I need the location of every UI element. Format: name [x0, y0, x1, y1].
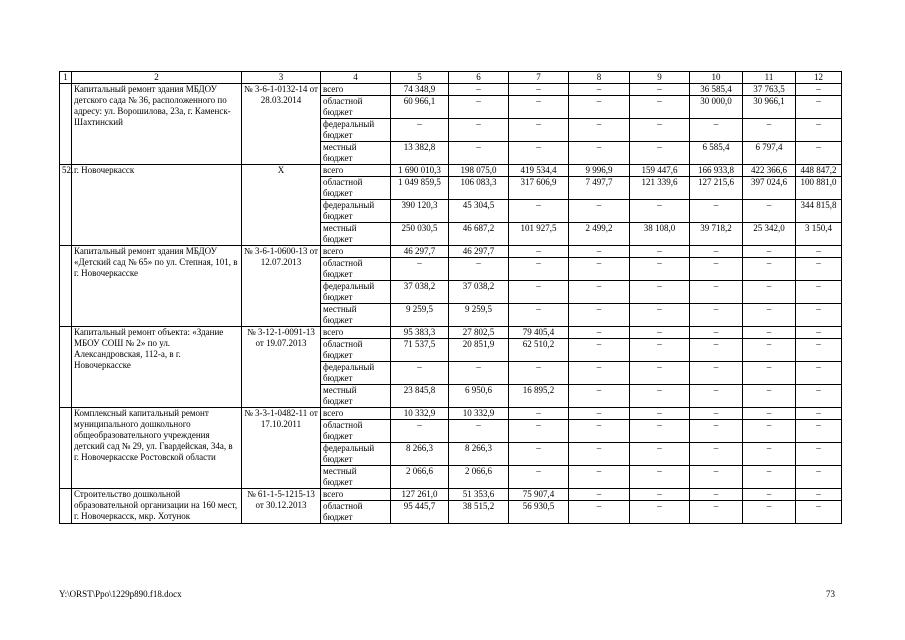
- amount-cell: –: [630, 443, 690, 466]
- amount-cell: 9 996,9: [569, 165, 630, 177]
- amount-cell: –: [630, 304, 690, 327]
- amount-cell: –: [569, 96, 630, 119]
- amount-cell: –: [509, 200, 569, 223]
- amount-cell: –: [630, 258, 690, 281]
- amount-cell: 3 150,4: [796, 223, 842, 246]
- amount-cell: 250 030,5: [391, 223, 449, 246]
- amount-cell: 6 950,6: [449, 385, 509, 408]
- amount-cell: –: [569, 339, 630, 362]
- column-number-header: 8: [569, 72, 630, 84]
- amount-cell: –: [391, 420, 449, 443]
- amount-cell: 30 000,0: [690, 96, 743, 119]
- amount-cell: 38 108,0: [630, 223, 690, 246]
- amount-cell: –: [391, 119, 449, 142]
- amount-cell: –: [509, 362, 569, 385]
- funding-source-cell: областной бюджет: [321, 339, 391, 362]
- amount-cell: –: [690, 385, 743, 408]
- amount-cell: 127 261,0: [391, 489, 449, 501]
- amount-cell: –: [569, 246, 630, 258]
- amount-cell: –: [796, 246, 842, 258]
- amount-cell: –: [449, 84, 509, 96]
- amount-cell: –: [796, 281, 842, 304]
- amount-cell: –: [743, 362, 796, 385]
- amount-cell: –: [449, 362, 509, 385]
- amount-cell: –: [630, 466, 690, 489]
- amount-cell: 38 515,2: [449, 501, 509, 524]
- funding-source-cell: всего: [321, 165, 391, 177]
- amount-cell: 8 266,3: [449, 443, 509, 466]
- amount-cell: 46 297,7: [449, 246, 509, 258]
- amount-cell: –: [796, 96, 842, 119]
- amount-cell: 20 851,9: [449, 339, 509, 362]
- table-row: [60, 165, 842, 177]
- amount-cell: –: [796, 119, 842, 142]
- document-number-cell: № 3-3-1-0482-11 от 17.10.2011: [242, 408, 321, 489]
- amount-cell: 127 215,6: [690, 177, 743, 200]
- amount-cell: –: [796, 258, 842, 281]
- row-number-cell: [60, 84, 72, 165]
- amount-cell: 2 066,6: [449, 466, 509, 489]
- amount-cell: –: [509, 420, 569, 443]
- amount-cell: –: [569, 420, 630, 443]
- funding-source-cell: местный бюджет: [321, 142, 391, 165]
- amount-cell: –: [509, 281, 569, 304]
- column-number-header: 3: [242, 72, 321, 84]
- object-name-cell: Комплексный капитальный ремонт муниципального дошкольного общеобразовательного учреждения детский сад № 29, ул. Гвардейская, 34а, в г. Новочеркасске Ростовской области: [72, 408, 242, 489]
- amount-cell: 9 259,5: [449, 304, 509, 327]
- amount-cell: 74 348,9: [391, 84, 449, 96]
- amount-cell: –: [630, 339, 690, 362]
- amount-cell: 13 382,8: [391, 142, 449, 165]
- amount-cell: –: [630, 84, 690, 96]
- amount-cell: –: [796, 385, 842, 408]
- amount-cell: 10 332,9: [391, 408, 449, 420]
- amount-cell: –: [743, 327, 796, 339]
- amount-cell: –: [796, 408, 842, 420]
- object-name-cell: Капитальный ремонт здания МБДОУ детского сада № 36, расположенного по адресу: ул. Ворошилова, 23а, г. Каменск-Шахтинский: [72, 84, 242, 165]
- funding-source-cell: всего: [321, 408, 391, 420]
- table-row: [60, 327, 842, 339]
- amount-cell: –: [743, 339, 796, 362]
- column-number-header: 2: [72, 72, 242, 84]
- amount-cell: –: [509, 96, 569, 119]
- funding-source-cell: федеральный бюджет: [321, 281, 391, 304]
- amount-cell: 106 083,3: [449, 177, 509, 200]
- amount-cell: 2 066,6: [391, 466, 449, 489]
- amount-cell: 397 024,6: [743, 177, 796, 200]
- amount-cell: –: [509, 84, 569, 96]
- amount-cell: –: [796, 304, 842, 327]
- amount-cell: –: [509, 119, 569, 142]
- funding-source-cell: местный бюджет: [321, 466, 391, 489]
- document-number-cell: X: [242, 165, 321, 246]
- amount-cell: 25 342,0: [743, 223, 796, 246]
- amount-cell: 6 585,4: [690, 142, 743, 165]
- amount-cell: –: [743, 408, 796, 420]
- amount-cell: –: [743, 385, 796, 408]
- amount-cell: –: [449, 420, 509, 443]
- amount-cell: –: [796, 443, 842, 466]
- amount-cell: –: [630, 327, 690, 339]
- document-number-cell: № 3-12-1-0091-13 от 19.07.2013: [242, 327, 321, 408]
- table-row: [60, 84, 842, 96]
- amount-cell: 9 259,5: [391, 304, 449, 327]
- amount-cell: 46 687,2: [449, 223, 509, 246]
- amount-cell: –: [690, 408, 743, 420]
- amount-cell: –: [509, 466, 569, 489]
- object-name-cell: Строительство дошкольной образовательной организации на 160 мест, г. Новочеркасск, мкр. Хотунок: [72, 489, 242, 524]
- amount-cell: 46 297,7: [391, 246, 449, 258]
- amount-cell: –: [690, 420, 743, 443]
- amount-cell: –: [796, 142, 842, 165]
- amount-cell: 100 881,0: [796, 177, 842, 200]
- amount-cell: –: [690, 281, 743, 304]
- amount-cell: 95 445,7: [391, 501, 449, 524]
- amount-cell: 45 304,5: [449, 200, 509, 223]
- amount-cell: –: [630, 281, 690, 304]
- row-number-cell: [60, 408, 72, 489]
- table-row: [60, 489, 842, 501]
- amount-cell: 6 797,4: [743, 142, 796, 165]
- amount-cell: –: [569, 501, 630, 524]
- funding-source-cell: областной бюджет: [321, 258, 391, 281]
- amount-cell: –: [690, 258, 743, 281]
- column-number-header: 12: [796, 72, 842, 84]
- amount-cell: –: [796, 501, 842, 524]
- amount-cell: –: [509, 304, 569, 327]
- document-number-cell: № 3-6-1-0132-14 от 28.03.2014: [242, 84, 321, 165]
- amount-cell: –: [449, 142, 509, 165]
- amount-cell: 198 075,0: [449, 165, 509, 177]
- row-number-cell: [60, 246, 72, 327]
- column-number-header: 9: [630, 72, 690, 84]
- funding-source-cell: местный бюджет: [321, 385, 391, 408]
- amount-cell: 390 120,3: [391, 200, 449, 223]
- amount-cell: –: [690, 327, 743, 339]
- document-number-cell: № 61-1-5-1215-13 от 30.12.2013: [242, 489, 321, 524]
- amount-cell: –: [743, 501, 796, 524]
- object-name-cell: Капитальный ремонт объекта: «Здание МБОУ СОШ № 2» по ул. Александровская, 112-а, в г. Новочеркасске: [72, 327, 242, 408]
- amount-cell: –: [569, 362, 630, 385]
- amount-cell: 30 966,1: [743, 96, 796, 119]
- amount-cell: –: [569, 258, 630, 281]
- amount-cell: 16 895,2: [509, 385, 569, 408]
- funding-source-cell: областной бюджет: [321, 177, 391, 200]
- amount-cell: 23 845,8: [391, 385, 449, 408]
- funding-source-cell: всего: [321, 246, 391, 258]
- amount-cell: 37 038,2: [449, 281, 509, 304]
- funding-source-cell: федеральный бюджет: [321, 200, 391, 223]
- amount-cell: –: [690, 489, 743, 501]
- amount-cell: –: [449, 258, 509, 281]
- object-name-cell: г. Новочеркасск: [72, 165, 242, 246]
- amount-cell: –: [743, 200, 796, 223]
- amount-cell: 159 447,6: [630, 165, 690, 177]
- amount-cell: –: [630, 246, 690, 258]
- amount-cell: –: [690, 304, 743, 327]
- amount-cell: –: [391, 362, 449, 385]
- funding-source-cell: всего: [321, 84, 391, 96]
- amount-cell: –: [569, 142, 630, 165]
- amount-cell: –: [509, 258, 569, 281]
- amount-cell: –: [743, 281, 796, 304]
- table-row: [60, 246, 842, 258]
- amount-cell: 419 534,4: [509, 165, 569, 177]
- amount-cell: –: [569, 466, 630, 489]
- column-number-header: 6: [449, 72, 509, 84]
- object-name-cell: Капитальный ремонт здания МБДОУ «Детский сад № 65» по ул. Степная, 101, в г. Новочеркасске: [72, 246, 242, 327]
- amount-cell: –: [690, 362, 743, 385]
- amount-cell: –: [690, 443, 743, 466]
- amount-cell: 79 405,4: [509, 327, 569, 339]
- amount-cell: –: [509, 443, 569, 466]
- amount-cell: 36 585,4: [690, 84, 743, 96]
- row-number-cell: 52.: [60, 165, 72, 246]
- row-number-cell: [60, 489, 72, 524]
- amount-cell: –: [569, 443, 630, 466]
- amount-cell: –: [630, 119, 690, 142]
- funding-source-cell: областной бюджет: [321, 96, 391, 119]
- amount-cell: –: [569, 408, 630, 420]
- amount-cell: 62 510,2: [509, 339, 569, 362]
- amount-cell: –: [569, 281, 630, 304]
- amount-cell: 7 497,7: [569, 177, 630, 200]
- amount-cell: –: [796, 362, 842, 385]
- amount-cell: –: [743, 304, 796, 327]
- amount-cell: –: [509, 142, 569, 165]
- amount-cell: –: [690, 119, 743, 142]
- amount-cell: –: [796, 466, 842, 489]
- amount-cell: 51 353,6: [449, 489, 509, 501]
- funding-source-cell: местный бюджет: [321, 223, 391, 246]
- amount-cell: 75 907,4: [509, 489, 569, 501]
- amount-cell: –: [743, 420, 796, 443]
- amount-cell: 95 383,3: [391, 327, 449, 339]
- amount-cell: –: [796, 84, 842, 96]
- column-number-header: 1: [60, 72, 72, 84]
- funding-source-cell: федеральный бюджет: [321, 119, 391, 142]
- amount-cell: –: [690, 466, 743, 489]
- amount-cell: –: [690, 246, 743, 258]
- amount-cell: –: [690, 339, 743, 362]
- funding-source-cell: всего: [321, 327, 391, 339]
- amount-cell: –: [569, 385, 630, 408]
- amount-cell: –: [569, 200, 630, 223]
- amount-cell: –: [743, 119, 796, 142]
- amount-cell: –: [796, 420, 842, 443]
- funding-source-cell: местный бюджет: [321, 304, 391, 327]
- amount-cell: 8 266,3: [391, 443, 449, 466]
- column-number-header: 10: [690, 72, 743, 84]
- amount-cell: –: [630, 408, 690, 420]
- amount-cell: 71 537,5: [391, 339, 449, 362]
- amount-cell: 10 332,9: [449, 408, 509, 420]
- amount-cell: 166 933,8: [690, 165, 743, 177]
- amount-cell: –: [796, 339, 842, 362]
- amount-cell: –: [743, 443, 796, 466]
- amount-cell: –: [743, 466, 796, 489]
- amount-cell: 37 038,2: [391, 281, 449, 304]
- amount-cell: –: [630, 362, 690, 385]
- column-number-header: 7: [509, 72, 569, 84]
- row-number-cell: [60, 327, 72, 408]
- amount-cell: 422 366,6: [743, 165, 796, 177]
- amount-cell: –: [630, 142, 690, 165]
- amount-cell: 27 802,5: [449, 327, 509, 339]
- amount-cell: –: [630, 420, 690, 443]
- funding-source-cell: областной бюджет: [321, 501, 391, 524]
- amount-cell: –: [796, 489, 842, 501]
- table-header-row: [60, 72, 842, 84]
- amount-cell: –: [509, 246, 569, 258]
- amount-cell: 1 690 010,3: [391, 165, 449, 177]
- amount-cell: –: [449, 96, 509, 119]
- column-number-header: 11: [743, 72, 796, 84]
- amount-cell: 121 339,6: [630, 177, 690, 200]
- amount-cell: –: [569, 119, 630, 142]
- budget-table: [59, 71, 842, 524]
- amount-cell: –: [796, 327, 842, 339]
- amount-cell: –: [743, 246, 796, 258]
- amount-cell: –: [391, 258, 449, 281]
- amount-cell: –: [509, 408, 569, 420]
- amount-cell: 317 606,9: [509, 177, 569, 200]
- amount-cell: –: [630, 385, 690, 408]
- amount-cell: 37 763,5: [743, 84, 796, 96]
- funding-source-cell: областной бюджет: [321, 420, 391, 443]
- funding-source-cell: федеральный бюджет: [321, 362, 391, 385]
- amount-cell: –: [743, 258, 796, 281]
- column-number-header: 4: [321, 72, 391, 84]
- page-number: 73: [826, 589, 835, 599]
- document-path: Y:\ORST\Ppo\1229p890.f18.docx: [59, 589, 182, 599]
- amount-cell: 344 815,8: [796, 200, 842, 223]
- amount-cell: –: [690, 501, 743, 524]
- funding-source-cell: федеральный бюджет: [321, 443, 391, 466]
- funding-source-cell: всего: [321, 489, 391, 501]
- table-row: [60, 408, 842, 420]
- amount-cell: 56 930,5: [509, 501, 569, 524]
- amount-cell: –: [630, 96, 690, 119]
- amount-cell: –: [630, 501, 690, 524]
- document-number-cell: № 3-6-1-0600-13 от 12.07.2013: [242, 246, 321, 327]
- amount-cell: 60 966,1: [391, 96, 449, 119]
- column-number-header: 5: [391, 72, 449, 84]
- amount-cell: –: [630, 200, 690, 223]
- amount-cell: –: [569, 327, 630, 339]
- amount-cell: 1 049 859,5: [391, 177, 449, 200]
- amount-cell: –: [743, 489, 796, 501]
- amount-cell: 448 847,2: [796, 165, 842, 177]
- amount-cell: 39 718,2: [690, 223, 743, 246]
- amount-cell: 101 927,5: [509, 223, 569, 246]
- amount-cell: –: [569, 84, 630, 96]
- amount-cell: –: [569, 489, 630, 501]
- amount-cell: –: [449, 119, 509, 142]
- amount-cell: 2 499,2: [569, 223, 630, 246]
- amount-cell: –: [569, 304, 630, 327]
- amount-cell: –: [630, 489, 690, 501]
- amount-cell: –: [690, 200, 743, 223]
